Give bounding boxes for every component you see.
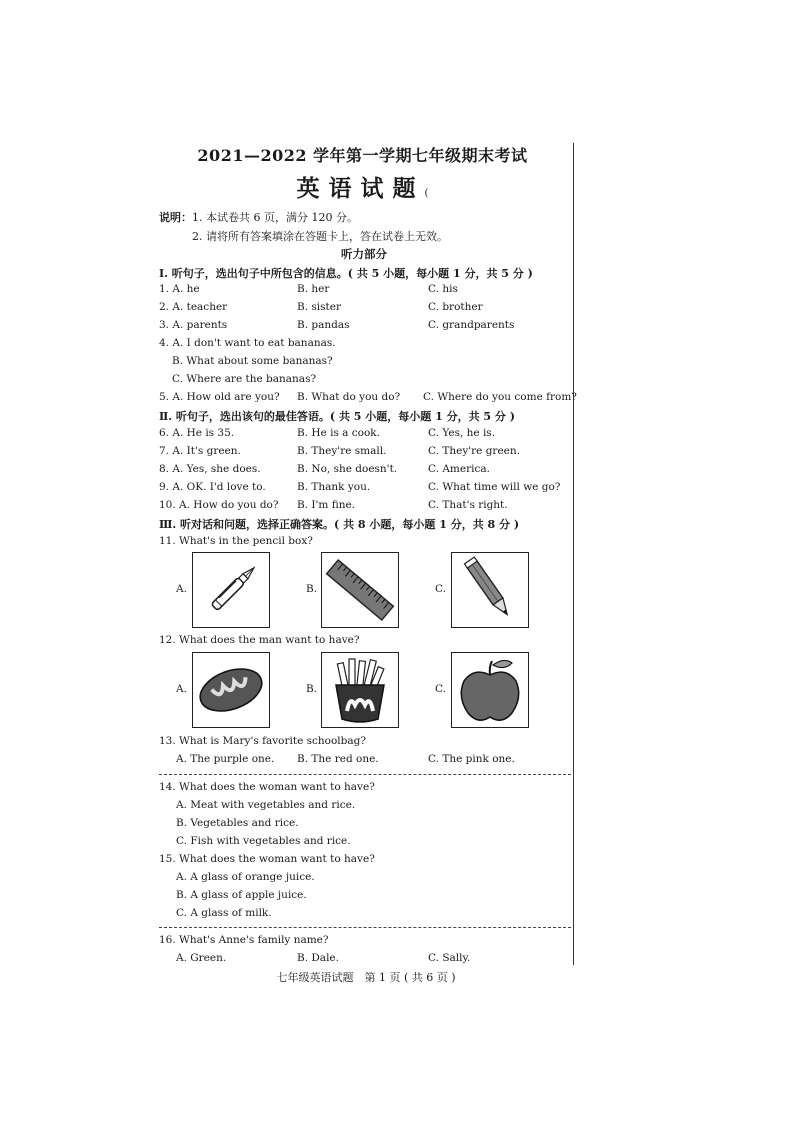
instruction-2: 2. 请将所有答案填涂在答题卡上，答在试卷上无效。 (192, 230, 448, 243)
question-row (159, 907, 573, 922)
option-a: 7. A. It's green. (159, 445, 241, 457)
option-b: B. What about some bananas? (172, 355, 333, 367)
option-a: 5. A. How old are you? (159, 391, 280, 403)
question-row (159, 799, 573, 814)
option-c: C. brother (428, 301, 483, 313)
question-row (159, 499, 573, 514)
question-row (159, 889, 573, 904)
option-b-label: B. (306, 583, 318, 595)
option-a: 10. A. How do you do? (159, 499, 279, 511)
question-row (159, 391, 577, 406)
option-a: 4. A. I don't want to eat bananas. (159, 337, 336, 349)
option-a: A. A glass of orange juice. (176, 871, 315, 883)
page-footer: 七年级英语试题 第 1 页 ( 共 6 页 ) (276, 971, 456, 984)
option-b: B. What do you do? (297, 391, 401, 403)
option-b: B. He is a cook. (297, 427, 381, 439)
option-c: C. That's right. (428, 499, 508, 511)
option-c: C. Sally. (428, 952, 471, 964)
fries-icon (321, 652, 399, 728)
question-row (159, 753, 573, 768)
part3-heading: Ⅲ. 听对话和问题，选择正确答案。( 共 8 小题，每小题 1 分，共 8 分 ) (159, 518, 520, 531)
option-c: C. Fish with vegetables and rice. (176, 835, 351, 847)
option-a-label: A. (176, 683, 187, 695)
question-text: 11. What's in the pencil box? (159, 535, 313, 547)
listening-section-title: 听力部分 (341, 247, 387, 261)
option-c: C. grandparents (428, 319, 515, 331)
option-b-label: B. (306, 683, 318, 695)
option-c-label: C. (435, 683, 446, 695)
exam-subject-title (155, 170, 570, 203)
option-b: B. sister (297, 301, 341, 313)
question-row (159, 463, 573, 478)
option-c: C. What time will we go? (428, 481, 561, 493)
option-a: 2. A. teacher (159, 301, 228, 313)
apple-icon (451, 652, 529, 728)
question-text: 13. What is Mary's favorite schoolbag? (159, 735, 366, 747)
question-text: 15. What does the woman want to have? (159, 853, 375, 865)
question-row (159, 427, 573, 442)
option-c: C. They're green. (428, 445, 520, 457)
option-a: A. The purple one. (176, 753, 275, 765)
ruler-icon (321, 552, 399, 628)
dashed-divider (159, 927, 571, 928)
option-b: B. pandas (297, 319, 350, 331)
option-b: B. They're small. (297, 445, 387, 457)
dashed-divider (159, 774, 571, 775)
option-c-label: C. (435, 583, 446, 595)
option-b: B. Dale. (297, 952, 339, 964)
option-c: C. Where do you come from? (423, 391, 577, 403)
question-12 (159, 634, 573, 649)
option-a: 1. A. he (159, 283, 200, 295)
option-a: 3. A. parents (159, 319, 228, 331)
question-row (159, 481, 573, 496)
question-row (159, 301, 573, 316)
option-a-label: A. (176, 583, 187, 595)
subject-title-text: 英语试题 (296, 175, 425, 202)
question-row (159, 355, 573, 370)
question-row (159, 337, 573, 352)
question-row (159, 445, 573, 460)
question-13 (159, 735, 573, 750)
bread-icon (192, 652, 270, 728)
margin-line (573, 143, 574, 965)
question-11 (159, 535, 573, 550)
question-text: 14. What does the woman want to have? (159, 781, 375, 793)
instructions (159, 209, 358, 225)
option-b: B. Vegetables and rice. (176, 817, 299, 829)
instruction-1: 1. 本试卷共 6 页，满分 120 分。 (192, 211, 358, 224)
question-row (159, 283, 573, 298)
option-a: 6. A. He is 35. (159, 427, 235, 439)
option-b: B. A glass of apple juice. (176, 889, 307, 901)
fountain-pen-icon (192, 552, 270, 628)
pencil-icon (451, 552, 529, 628)
option-c: C. The pink one. (428, 753, 515, 765)
question-row (159, 319, 573, 334)
exam-title: 2021—2022 学年第一学期七年级期末考试 (197, 146, 528, 165)
option-c: C. Where are the bananas? (172, 373, 317, 385)
part2-heading: Ⅱ. 听句子，选出该句的最佳答语。( 共 5 小题，每小题 1 分，共 5 分 ) (159, 410, 515, 423)
option-a: 8. A. Yes, she does. (159, 463, 261, 475)
option-c: C. America. (428, 463, 490, 475)
option-c: C. Yes, he is. (428, 427, 496, 439)
title-mark: ( (424, 188, 429, 199)
question-row (159, 817, 573, 832)
option-a: A. Green. (176, 952, 227, 964)
option-c: C. his (428, 283, 458, 295)
option-b: B. The red one. (297, 753, 379, 765)
option-c: C. A glass of milk. (176, 907, 272, 919)
instructions-label: 说明： (159, 211, 192, 224)
option-b: B. No, she doesn't. (297, 463, 398, 475)
option-b: B. I'm fine. (297, 499, 356, 511)
question-15 (159, 853, 573, 868)
question-row (159, 952, 573, 967)
question-row (159, 835, 573, 850)
question-16 (159, 934, 573, 949)
option-b: B. Thank you. (297, 481, 371, 493)
option-a: A. Meat with vegetables and rice. (176, 799, 356, 811)
option-a: 9. A. OK. I'd love to. (159, 481, 266, 493)
question-row (159, 871, 573, 886)
part1-heading: Ⅰ. 听句子，选出句子中所包含的信息。( 共 5 小题，每小题 1 分，共 5 分 ) (159, 267, 533, 280)
question-text: 16. What's Anne's family name? (159, 934, 329, 946)
option-b: B. her (297, 283, 330, 295)
question-text: 12. What does the man want to have? (159, 634, 360, 646)
question-row (159, 373, 573, 388)
question-14 (159, 781, 573, 796)
